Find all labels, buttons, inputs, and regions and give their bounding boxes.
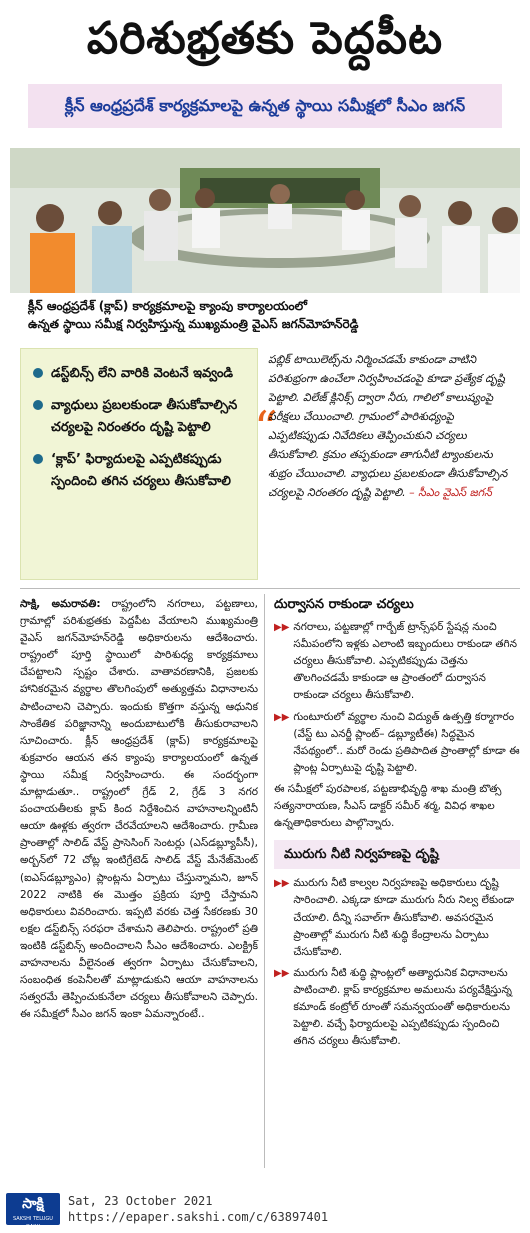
- headline: పరిశుభ్రతకు పెద్దపీట: [86, 13, 444, 64]
- logo-subtitle: SAKSHI TELUGU DAILY: [13, 1216, 53, 1230]
- bullet-dot-icon: [33, 368, 43, 378]
- bullet-dot-icon: [33, 454, 43, 464]
- meeting-note: ఈ సమీక్షలో పురపాలక, పట్టణాభివృద్ధి శాఖ మంత్రి బొత్స సత్యనారాయణ, సీఎస్ డాక్టర్ సమీర్ శర్మ, వివిధ శాఖల ఉన్నతాధికారులు పాల్గొన్నారు.: [274, 782, 502, 830]
- photo-caption: [28, 297, 508, 333]
- list-item-text: మురుగు నీటి కాల్వల నిర్వహణపై అధికారులు దృష్టి సారించాలి. ఎక్కడా కూడా మురుగు నీరు నిల్వ లేకుండా చేయాలి. దీన్ని సవాల్‌గా తీసుకోవాలి. అవసరమైన ప్రాంతాల్లో మురుగు నీటి శుద్ధి కేంద్రాలను ఏర్పాటు చేసుకోవాలి.: [293, 877, 515, 958]
- article-text: రాష్ట్రంలోని నగరాలు, పట్టణాలు, గ్రామాల్లో పరిశుభ్రతకు పెద్దపీట వేయాలని ముఖ్యమంత్రి వైఎస్ జగన్‌మోహన్‌రెడ్డి అధికారులను ఆదేశించారు. రాష్ట్రంలో పూర్తి స్థాయిలో పారిశుధ్య కార్యక్రమాలు చేపట్టాలని స్పష్టం చేశారు. వాతావరణానికి, ప్రజలకు హానికరమైన వ్యర్థాల తొలగింపులో అత్యుత్తమ విధానాలను పాటించాలని చెప్పారు. ఇందుకు కొత్తగా వస్తున్న ఆధునిక సాంకేతిక పరిజ్ఞానాన్ని అందుబాటులోకి తీసుకురావాలని సూచించారు. క్లీన్ ఆంధ్రప్రదేశ్ (క్లాప్) కార్యక్రమాలపై శుక్రవారం ఆయన తన క్యాంపు కార్యాలయంలో ఉన్నత స్థాయి సమీక్ష నిర్వహించారు. ఈ సందర్భంగా మాట్లాడుతూ.. రాష్ట్రంలో గ్రేడ్ 2, గ్రేడ్ 3 నగర పంచాయతీలకు క్లాప్ కింద నిర్దేశించిన వాహనాలన్నింటినీ ఆయా ఊళ్లకు త్వరగా చేరవేయాలని ఆదేశించారు. గ్రామీణ ప్రాంతాల్లో సాలిడ్ వేస్ట్ ప్రాసెసింగ్ సెంటర్లు (ఎస్‌డబ్ల్యూపీసీ), అర్బన్‌లో 72 చోట్ల ఇంటిగ్రేటెడ్ సాలిడ్ వేస్ట్ మేనేజ్‌మెంట్ (ఐఎస్‌డబ్ల్యూఎం) ప్లాంట్లను ఏర్పాటు చేస్తున్నామని, జూన్ 2022 నాటికి ఈ మొత్తం ప్రక్రియ పూర్తి చేస్తామని అధికారులు వివరించారు. ఇప్పటి వరకు చెత్త సేకరణకు 30 లక్షల డస్ట్‌బిన్స్ సరఫరా చేశామని తెలిపారు. రాష్ట్రంలో ప్రతి ఇంటికి డస్ట్‌బిన్స్ అందించాలని సీఎం ఆదేశించారు. ఎలక్ట్రిక్ వాహనాలను వీలైనంత త్వరగా ఏర్పాటు చేసుకోవాలని, సంబంధిత కంపెనీలతో మాట్లాడుకుని ఆయా వాహనాలను సత్వరమే తెప్పించుకునేలా చర్యలు తీసుకోవాలని చెప్పారు. ఈ సమీక్షలో సీఎం జగన్ ఇంకా ఏమన్నారంటే..: [20, 598, 258, 1021]
- footer: [0, 1185, 530, 1233]
- list-item-text: గుంటూరులో వ్యర్థాల నుంచి విద్యుత్ ఉత్పత్తి కర్మాగారం (వేస్ట్ టు ఎనర్జీ ప్లాంట్– డబ్ల్యూటీఈ) సిద్ధమైన నేపథ్యంలో.. మరో రెండు ప్రతిపాదిత ప్రాంతాల్లో కూడా ఈ ప్లాంట్ల ఏర్పాటుపై దృష్టి పెట్టాలి.: [293, 710, 520, 774]
- footer-info: [68, 1193, 328, 1225]
- article-side: [274, 596, 520, 1054]
- arrow-icon: ▶▶: [274, 967, 290, 979]
- list-item: [274, 965, 520, 1054]
- highlight-text: ‘క్లాప్’ ఫిర్యాదులపై ఎప్పటికప్పుడు స్పందించి తగిన చర్యలు తీసుకోవాలి: [51, 452, 231, 489]
- edition-url[interactable]: https://epaper.sakshi.com/c/63897401: [68, 1210, 329, 1224]
- list-item: [274, 875, 520, 964]
- arrow-icon: ▶▶: [274, 878, 290, 890]
- highlight-text: డస్ట్‌బిన్స్ లేని వారికి వెంటనే ఇవ్వండి: [51, 366, 234, 381]
- meeting-photo: [10, 148, 520, 293]
- highlight-text: వ్యాధులు ప్రబలకుండా తీసుకోవాల్సిన చర్యలపై నిరంతరం దృష్టి పెట్టాలి: [51, 398, 238, 435]
- highlight-item: [33, 449, 245, 493]
- list-item-text: నగరాలు, పట్టణాల్లో గార్బేజ్ ట్రాన్స్‌ఫర్ స్టేషన్ల నుంచి సమీపంలోని ఇళ్లకు ఎలాంటి ఇబ్బందులు రాకుండా తగిన చర్యలు తీసుకోవాలి. ఎప్పటికప్పుడు చెత్తను తొలగించడమే కాకుండా ఆ ప్రాంతంలో దుర్వాసన రాకుండా చర్యలు తీసుకోవాలి.: [293, 621, 518, 702]
- logo-text: సాక్షి: [22, 1196, 44, 1212]
- quote-mark-icon: “: [254, 401, 278, 455]
- cm-quote: [268, 350, 518, 502]
- edition-date: Sat, 23 October 2021: [68, 1194, 213, 1208]
- arrow-icon: ▶▶: [274, 711, 290, 723]
- section-heading: దుర్వాసన రాకుండా చర్యలు: [274, 597, 414, 612]
- caption-line-2: ఉన్నత స్థాయి సమీక్ష నిర్వహిస్తున్న ముఖ్యమంత్రి వైఎస్ జగన్‌మోహన్‌రెడ్డి: [28, 317, 359, 331]
- section-heading: మురుగు నీటి నిర్వహణపై దృష్టి: [274, 840, 520, 869]
- highlights-box: [20, 348, 258, 580]
- bullet-dot-icon: [33, 400, 43, 410]
- article-body: [20, 596, 258, 1023]
- highlight-item: [33, 363, 245, 385]
- subheadline: క్లీన్ ఆంధ్రప్రదేశ్ కార్యక్రమాలపై ఉన్నత స్థాయి సమీక్షలో సీఎం జగన్: [28, 84, 502, 128]
- list-item: [274, 709, 520, 781]
- divider: [20, 588, 520, 589]
- sakshi-logo: [6, 1193, 60, 1230]
- arrow-icon: ▶▶: [274, 622, 290, 634]
- highlight-item: [33, 395, 245, 439]
- list-item-text: మురుగు నీటి శుద్ధి ప్లాంట్లలో అత్యాధునిక విధానాలను పాటించాలి. క్లాప్ కార్యక్రమాల అమలును పర్యవేక్షిస్తున్న కమాండ్ కంట్రోల్ రూంతో సమన్వయంతో అధికారులను పెట్టాలి. వచ్చే ఫిర్యాదులపై ఎప్పటికప్పుడు స్పందించి తగిన చర్యలు తీసుకోవాలి.: [293, 966, 512, 1048]
- caption-line-1: క్లీన్ ఆంధ్రప్రదేశ్ (క్లాప్) కార్యక్రమాలపై క్యాంపు కార్యాలయంలో: [28, 299, 307, 313]
- quote-text: పబ్లిక్ టాయిలెట్స్‌ను నిర్మించడమే కాకుండా వాటిని పరిశుభ్రంగా ఉంచేలా నిర్వహించడంపై కూడా ప్రత్యేక దృష్టి పెట్టాలి. విలేజ్ క్లినిక్స్ ద్వారా నీరు, గాలిలో కాలుష్యంపై పరీక్షలు చేయించాలి. గ్రామంలో పారిశుధ్యంపై ఎప్పటికప్పుడు నివేదికలు తెప్పించుకుని చర్యలు తీసుకోవాలి. క్రమం తప్పకుండా తాగునీటి ట్యాంకులను శుభ్రం చేయించాలి. వ్యాధులు ప్రబలకుండా తీసుకోవాల్సిన చర్యలపై నిరంతరం దృష్టి పెట్టాలి.: [268, 353, 508, 499]
- dateline: సాక్షి, అమరావతి:: [20, 598, 101, 610]
- list-item: [274, 619, 520, 708]
- quote-attribution: – సీఎం వైఎస్ జగన్: [409, 486, 492, 499]
- column-divider: [264, 594, 265, 1168]
